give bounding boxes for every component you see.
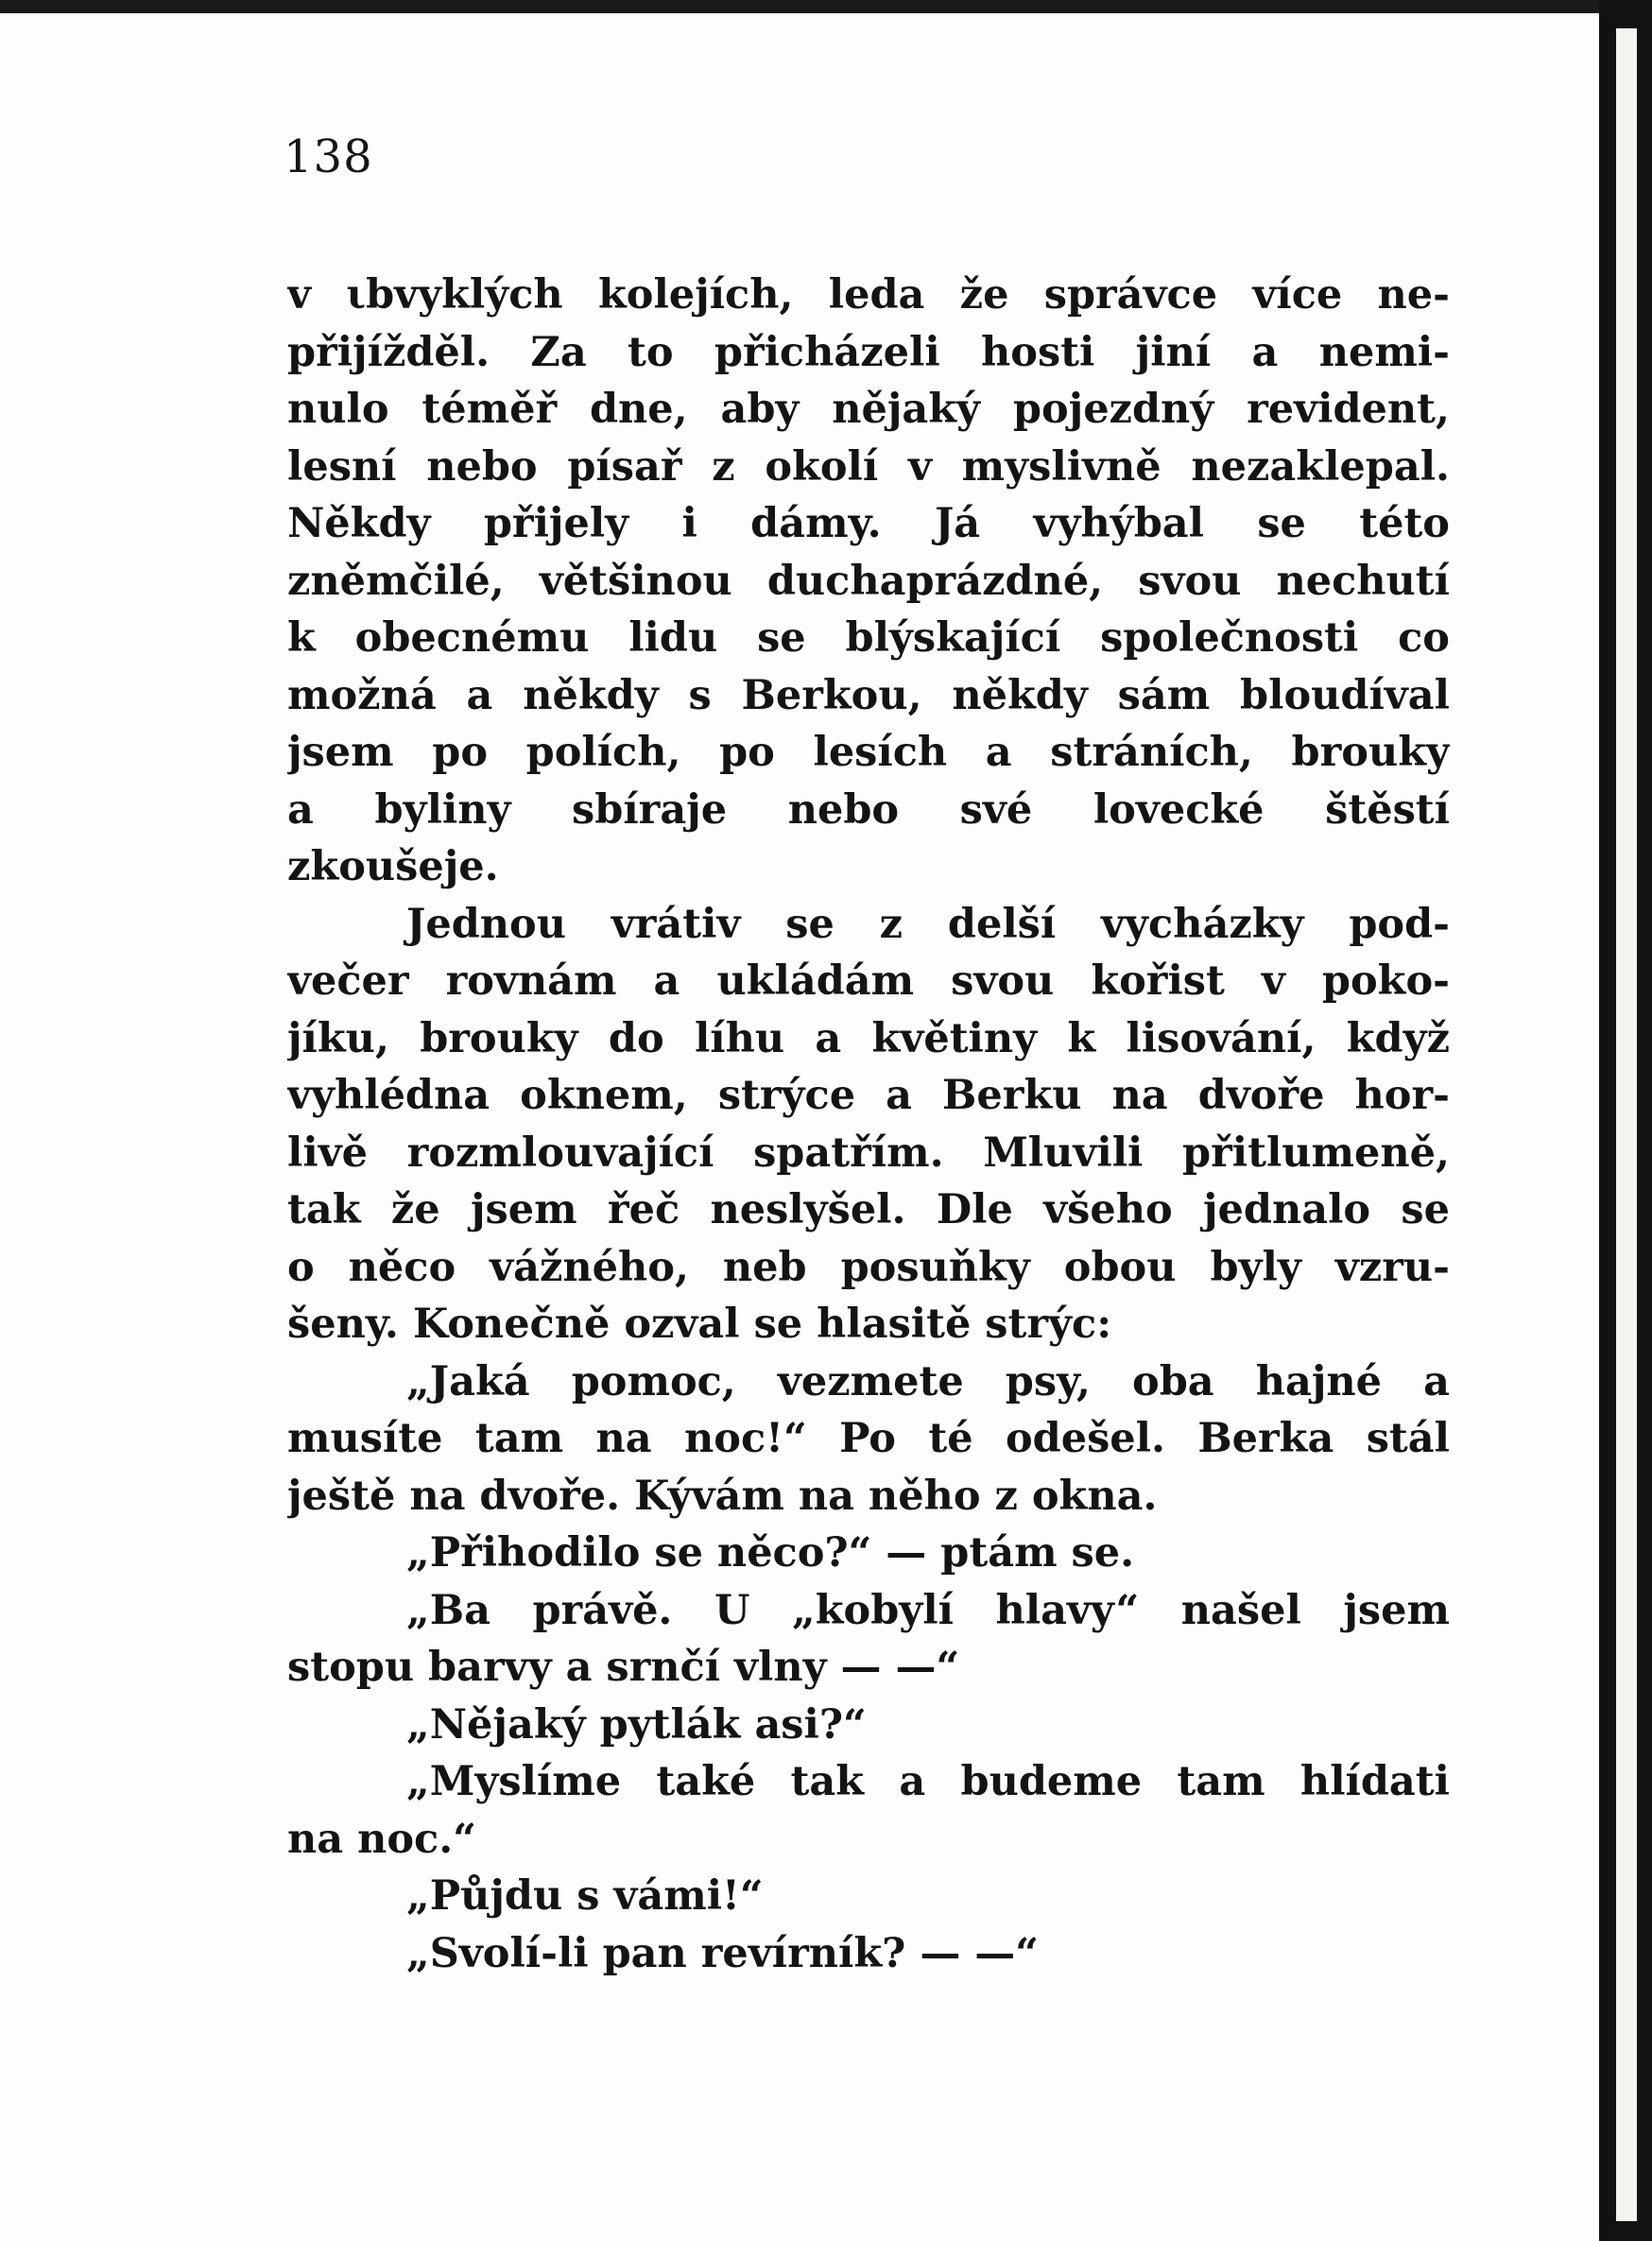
text-line: k obecnému lidu se blýskající společnosti co bbox=[287, 614, 1450, 662]
body-text bbox=[287, 267, 1450, 1982]
text-line: přijížděl. Za to přicházeli hosti jiní a nemi- bbox=[287, 328, 1450, 376]
text-line: „Svolí-li pan revírník? — —“ bbox=[406, 1929, 1040, 1977]
text-line: v ιbvyklých kolejích, leda že správce více ne- bbox=[287, 271, 1450, 319]
text-line: jsem po polích, po lesích a stráních, brouky bbox=[287, 729, 1450, 776]
text-line: Někdy přijely i dámy. Já vyhýbal se této bbox=[287, 500, 1450, 547]
text-line: musíte tam na noc!“ Po té odešel. Berka stál bbox=[287, 1415, 1450, 1462]
text-line: ještě na dvoře. Kývám na něho z okna. bbox=[287, 1472, 1158, 1520]
text-line: „Půjdu s vámi!“ bbox=[406, 1872, 764, 1920]
scan-edge-top bbox=[0, 0, 1652, 13]
text-line: zněmčilé, většinou duchaprázdné, svou nechutí bbox=[287, 557, 1450, 605]
text-line: stopu barvy a srnčí vlny — —“ bbox=[287, 1644, 960, 1691]
text-line: možná a někdy s Berkou, někdy sám bloudíval bbox=[287, 671, 1450, 719]
text-line: vyhlédna oknem, strýce a Berku na dvoře hor- bbox=[287, 1072, 1450, 1119]
scan-edge-right bbox=[1599, 0, 1652, 2241]
text-line: o něco vážného, neb posuňky obou byly vzru- bbox=[287, 1243, 1450, 1291]
text-line: na noc.“ bbox=[287, 1815, 476, 1863]
text-line: „Myslíme také tak a budeme tam hlídati bbox=[406, 1758, 1450, 1805]
text-line: livě rozmlouvající spatřím. Mluvili přitlumeně, bbox=[287, 1129, 1450, 1177]
text-line: tak že jsem řeč neslyšel. Dle všeho jednalo se bbox=[287, 1186, 1450, 1233]
text-line: lesní nebo písař z okolí v myslivně nezaklepal. bbox=[287, 442, 1450, 491]
text-line: „Jaká pomoc, vezmete psy, oba hajné a bbox=[406, 1357, 1450, 1405]
page-number: 138 bbox=[284, 130, 373, 183]
text-line: šeny. Konečně ozval se hlasitě strýc: bbox=[287, 1301, 1112, 1348]
adjacent-page-strip bbox=[1616, 28, 1637, 2221]
text-line: „Nějaký pytlák asi?“ bbox=[406, 1700, 867, 1749]
text-line: „Přihodilo se něco?“ — ptám se. bbox=[406, 1529, 1135, 1577]
text-line: zkoušeje. bbox=[287, 843, 499, 890]
text-line: a byliny sbíraje nebo své lovecké štěstí bbox=[287, 785, 1450, 834]
text-line: večer rovnám a ukládám svou kořist v poko- bbox=[287, 957, 1450, 1005]
text-line: nulo téměř dne, aby nějaký pojezdný revident, bbox=[287, 386, 1450, 433]
text-line: Jednou vrátiv se z delší vycházky pod- bbox=[406, 900, 1450, 948]
text-line: jíku, brouky do líhu a květiny k lisování, když bbox=[287, 1014, 1450, 1062]
text-line: „Ba právě. U „kobylí hlavy“ našel jsem bbox=[406, 1586, 1450, 1634]
